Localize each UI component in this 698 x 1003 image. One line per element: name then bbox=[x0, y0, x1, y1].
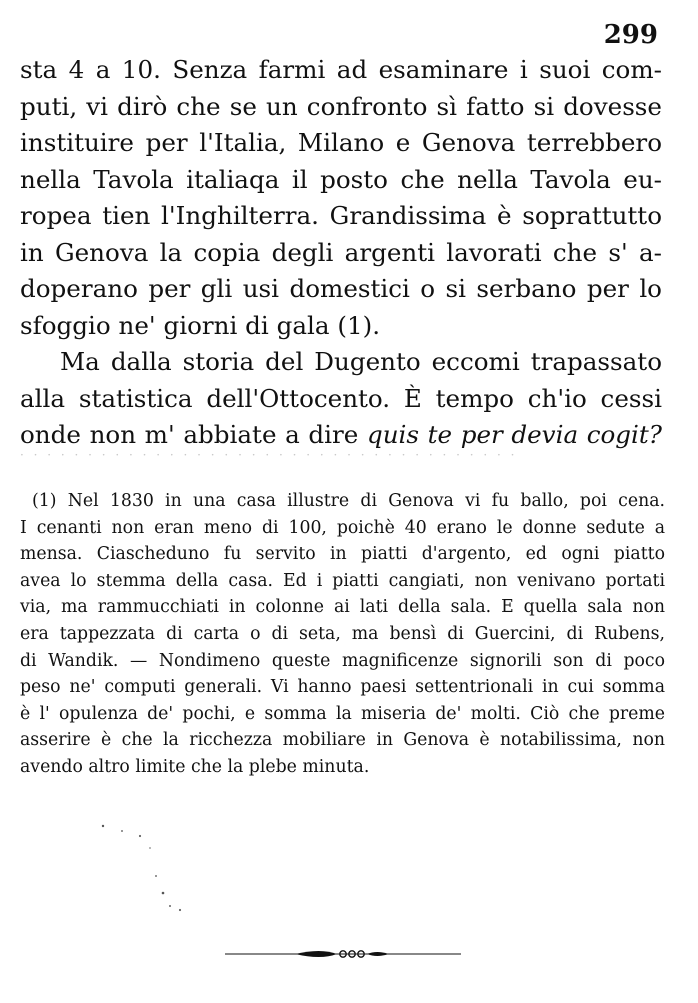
ornament-rule-icon bbox=[225, 944, 465, 964]
main-text-line: sta 4 a 10. Senza farmi ad esaminare i suoi com- bbox=[20, 55, 662, 84]
main-text-line: instituire per l'Italia, Milano e Genova terrebbero bbox=[20, 128, 662, 157]
main-text-line: doperano per gli usi domestici o si serbano per lo bbox=[20, 274, 662, 303]
footnote-line: I cenanti non eran meno di 100, poichè 40 erano le donne sedute a bbox=[20, 517, 665, 538]
footnote-line: è l' opulenza de' pochi, e somma la miseria de' molti. Ciò che preme bbox=[20, 703, 665, 724]
main-text-line: Ma dalla storia del Dugento eccomi trapassato bbox=[60, 347, 662, 376]
main-text-line: in Genova la copia degli argenti lavorati che s' a- bbox=[20, 237, 662, 267]
page-number: 299 bbox=[603, 20, 658, 50]
main-text-line: sfoggio ne' giorni di gala (1). bbox=[20, 310, 381, 340]
bleed-through-noise: · · · · · · · · · · · · · · · · · · · · · · · · · · · · · · · · · · · · · bbox=[20, 448, 518, 462]
footnote-line: avea lo stemma della casa. Ed i piatti cangiati, non venivano portati bbox=[20, 570, 665, 591]
footnote-line: era tappezzata di carta o di seta, ma bensì di Guercini, di Rubens, bbox=[20, 623, 665, 644]
footnote-line: di Wandik. — Nondimeno queste magnificenze signorili son di poco bbox=[20, 650, 665, 671]
main-text-line: ropea tien l'Inghilterra. Grandissima è soprattutto bbox=[20, 201, 662, 230]
main-text-line: alla statistica dell'Ottocento. È tempo ch'io cessi bbox=[20, 383, 662, 413]
footnote-line: mensa. Ciascheduno fu servito in piatti d'argento, ed ogni piatto bbox=[20, 544, 665, 565]
footnote-line: via, ma rammucchiati in colonne ai lati della sala. E quella sala non bbox=[20, 597, 665, 618]
footnote-line: peso ne' computi generali. Vi hanno paesi settentrionali in cui somma bbox=[20, 677, 665, 698]
footnote-line: (1) Nel 1830 in una casa illustre di Genova vi fu ballo, poi cena. bbox=[32, 491, 665, 511]
footnote-line: avendo altro limite che la plebe minuta. bbox=[20, 756, 370, 777]
footnote-line: asserire è che la ricchezza mobiliare in Genova è notabilissima, non bbox=[20, 730, 665, 751]
latin-quotation: quis te per devia cogit? bbox=[366, 420, 662, 449]
main-text-last-line-roman: onde non m' abbiate a dire bbox=[20, 420, 367, 449]
main-text-line: puti, vi dirò che se un confronto sì fatto si dovesse bbox=[20, 91, 662, 121]
main-text-line: nella Tavola italiaqa il posto che nella Tavola eu- bbox=[20, 164, 662, 194]
